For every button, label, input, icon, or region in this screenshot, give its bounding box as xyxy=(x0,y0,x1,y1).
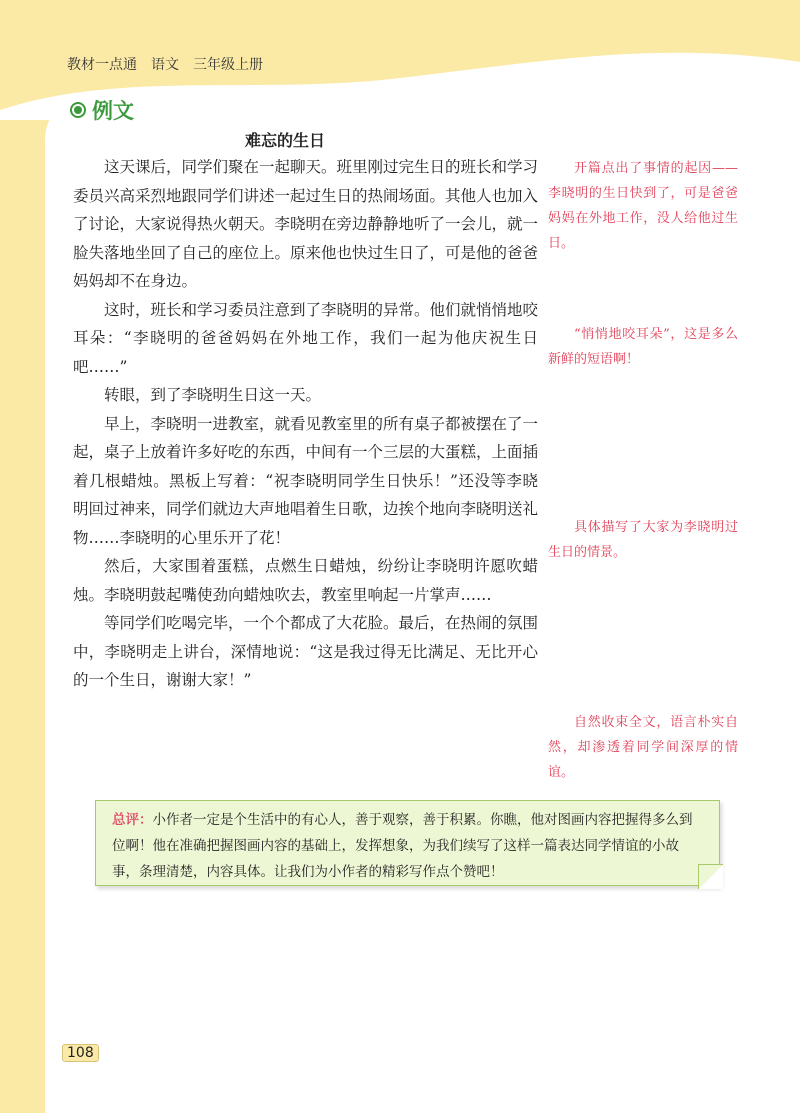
section-title xyxy=(70,95,134,125)
essay-paragraph: 然后，大家围着蛋糕，点燃生日蜡烛，纷纷让李晓明许愿吹蜡烛。李晓明鼓起嘴使劲向蜡烛吹去，教室里响起一片掌声…… xyxy=(73,557,538,604)
grade-name: 三年级上册 xyxy=(193,57,263,73)
page-curl-decoration xyxy=(698,864,723,889)
essay-paragraph: 这时，班长和学习委员注意到了李晓明的异常。他们就悄悄地咬耳朵：“李晓明的爸爸妈妈在外地工作，我们一起为他庆祝生日吧……” xyxy=(73,300,539,376)
essay-paragraph: 等同学们吃喝完毕，一个个都成了大花脸。最后，在热闹的氛围中，李晓明走上讲台，深情地说：“这是我过得无比满足、无比开心的一个生日，谢谢大家！” xyxy=(73,614,539,689)
margin-note: “悄悄地咬耳朵”，这是多么新鲜的短语啊！ xyxy=(548,327,738,367)
page-header xyxy=(67,54,263,74)
margin-note: 开篇点出了事情的起因——李晓明的生日快到了，可是爸爸妈妈在外地工作，没人给他过生日。 xyxy=(548,161,738,251)
summary-label: 总评： xyxy=(112,812,153,828)
essay-body xyxy=(73,153,538,695)
margin-note: 具体描写了大家为李晓明过生日的情景。 xyxy=(548,520,738,560)
bullet-icon xyxy=(70,102,86,118)
essay-paragraph: 早上，李晓明一进教室，就看见教室里的所有桌子都被摆在了一起，桌子上放着许多好吃的东西，中间有一个三层的大蛋糕，上面插着几根蜡烛。黑板上写着：“祝李晓明同学生日快乐！”还没等李晓明回过神来，同学们就边大声地唱着生日歌，边挨个地向李晓明送礼物……李晓明的心里乐开了花！ xyxy=(73,414,539,547)
summary-box xyxy=(95,800,720,886)
book-name: 教材一点通 xyxy=(67,57,137,73)
margin-note: 自然收束全文，语言朴实自然，却渗透着同学间深厚的情谊。 xyxy=(548,715,738,780)
subject-name: 语文 xyxy=(151,57,179,73)
essay-paragraph: 转眼，到了李晓明生日这一天。 xyxy=(104,386,322,404)
section-title-text: 例文 xyxy=(92,99,134,123)
page-number: 108 xyxy=(62,1044,99,1062)
summary-text: 小作者一定是个生活中的有心人，善于观察，善于积累。你瞧，他对图画内容把握得多么到位啊！他在准确把握图画内容的基础上，发挥想象，为我们续写了这样一篇表达同学情谊的小故事，条理清楚，内容具体。让我们为小作者的精彩写作点个赞吧！ xyxy=(112,812,693,880)
essay-title: 难忘的生日 xyxy=(245,131,326,150)
essay-paragraph: 这天课后，同学们聚在一起聊天。班里刚过完生日的班长和学习委员兴高采烈地跟同学们讲述一起过生日的热闹场面。其他人也加入了讨论，大家说得热火朝天。李晓明在旁边静静地听了一会儿，就一脸失落地坐回了自己的座位上。原来他也快过生日了，可是他的爸爸妈妈却不在身边。 xyxy=(73,158,539,290)
